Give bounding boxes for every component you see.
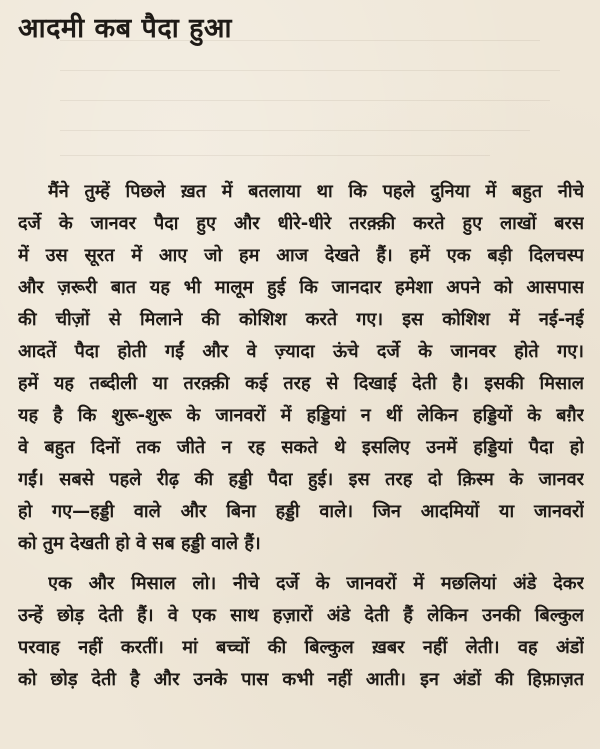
- paragraph-2-line: परवाह नहीं करतीं। मां बच्चों की बिल्कुल ख़बर नहीं लेती। वह अंडों: [18, 637, 584, 658]
- show-through-line: [60, 100, 550, 101]
- show-through-line: [60, 130, 530, 131]
- paragraph-2-line: को छोड़ देती है और उनके पास कभी नहीं आती। इन अंडों की हिफ़ाज़त: [18, 669, 584, 690]
- paragraph-1-line: आदतें पैदा होती गईं और वे ज़्यादा ऊंचे दर्जे के जानवर होते गए।: [18, 341, 584, 362]
- paragraph-1-line: दर्जे के जानवर पैदा हुए और धीरे-धीरे तरक़्क़ी करते हुए लाखों बरस: [18, 213, 584, 234]
- paragraph-1-line: गईं। सबसे पहले रीढ़ की हड्डी पैदा हुई। इस तरह दो क़िस्म के जानवर: [18, 469, 584, 490]
- paragraph-1-line: हो गए—हड्डी वाले और बिना हड्डी वाले। जिन आदमियों या जानवरों: [18, 501, 584, 522]
- paragraph-1-line: हमें यह तब्दीली या तरक़्क़ी कई तरह से दिखाई देती है। इसकी मिसाल: [18, 373, 584, 394]
- show-through-line: [60, 70, 560, 71]
- paragraph-1-line: और ज़रूरी बात यह भी मालूम हुई कि जानदार हमेशा अपने को आसपास: [18, 277, 584, 298]
- paragraph-1-line: की चीज़ों से मिलाने की कोशिश करते गए। इस कोशिश में नई-नई: [18, 309, 584, 330]
- paragraph-2-line: एक और मिसाल लो। नीचे दर्जे के जानवरों में मछलियां अंडे देकर: [48, 573, 584, 594]
- paragraph-1-line: वे बहुत दिनों तक जीते न रह सकते थे इसलिए उनमें हड्डियां पैदा हो: [18, 437, 584, 458]
- paragraph-2-line: उन्हें छोड़ देती हैं। वे एक साथ हज़ारों अंडे देती हैं लेकिन उनकी बिल्कुल: [18, 605, 584, 626]
- paragraph-1-line: यह है कि शुरू-शुरू के जानवरों में हड्डियां न थीं लेकिन हड्डियों के बग़ैर: [18, 405, 584, 426]
- paragraph-1-line: मैंने तुम्हें पिछले ख़त में बतलाया था कि पहले दुनिया में बहुत नीचे: [48, 181, 584, 202]
- paragraph-1-line: को तुम देखती हो वे सब हड्डी वाले हैं।: [18, 533, 261, 554]
- show-through-line: [60, 155, 490, 156]
- paragraph-1-line: में उस सूरत में आए जो हम आज देखते हैं। हमें एक बड़ी दिलचस्प: [18, 245, 584, 266]
- chapter-title: आदमी कब पैदा हुआ: [18, 13, 233, 44]
